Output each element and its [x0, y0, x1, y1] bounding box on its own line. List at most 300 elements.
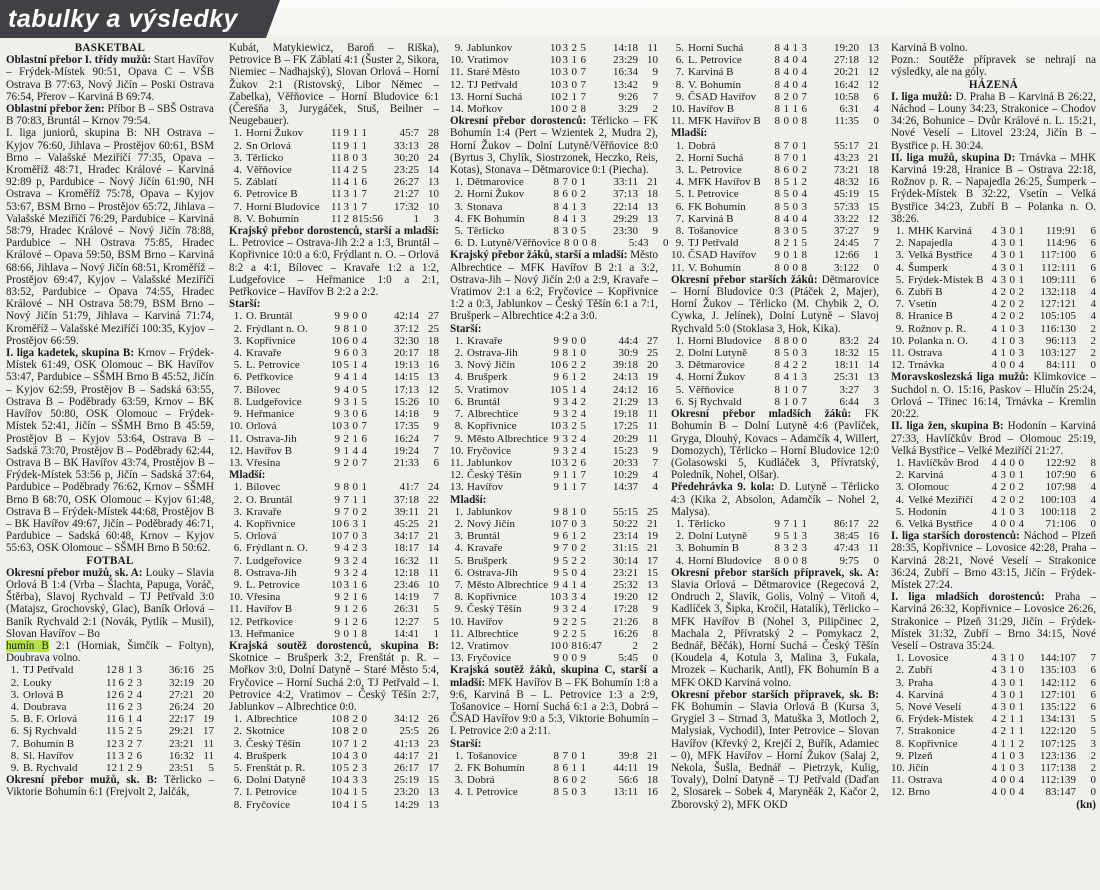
losses-cell: 6 — [361, 432, 367, 445]
played-cell: 4 — [991, 713, 997, 726]
wins-cell: 3 — [562, 395, 568, 408]
losses-cell: 5 — [580, 225, 586, 238]
played-cell: 8 — [774, 371, 780, 384]
score-cell: 127:101 — [1039, 688, 1076, 701]
draws-cell: 4 — [352, 444, 358, 457]
team-cell: Brno — [908, 786, 930, 799]
rank-cell: 1. — [233, 310, 242, 323]
draws-cell: 2 — [127, 761, 133, 774]
wins-cell: 8 — [562, 505, 568, 518]
losses-cell: 6 — [361, 615, 367, 628]
score-cell: 20:33 — [612, 456, 638, 469]
points-cell: 11 — [647, 42, 658, 54]
rank-cell: 5. — [454, 383, 463, 396]
rank-cell: 3. — [454, 359, 463, 372]
team-cell: Brušperk — [467, 554, 508, 567]
rank-cell: 3. — [233, 737, 242, 750]
played-cell: 4 — [991, 456, 997, 469]
rank-cell: 13. — [450, 652, 464, 665]
team-cell: Fryčovice — [467, 444, 511, 457]
results-text: Těrlicko – Viktorie Bohumín 6:1 (Frejvolt 2, Jalčák, — [6, 774, 214, 799]
team-cell: Těrlicko — [688, 517, 726, 530]
points-cell: 13 — [868, 371, 879, 384]
wins-cell: 1 — [1000, 749, 1006, 762]
standings-table — [229, 481, 439, 640]
points-cell: 13 — [647, 395, 658, 408]
score-cell: 16:26 — [612, 627, 638, 640]
table-row — [450, 457, 658, 469]
losses-cell: 3 — [801, 42, 807, 54]
rank-cell: 5. — [675, 383, 684, 396]
draws-cell: 2 — [571, 42, 577, 54]
table-row — [671, 66, 879, 78]
played-cell: 8 — [774, 66, 780, 79]
points-cell: 17 — [203, 725, 214, 738]
played-cell: 4 — [991, 298, 997, 311]
draws-cell: 2 — [571, 432, 577, 445]
draws-cell: 0 — [1009, 505, 1015, 518]
losses-cell: 8 — [801, 249, 807, 262]
rank-cell: 2. — [233, 139, 242, 152]
losses-cell: 4 — [361, 359, 367, 372]
score-cell: 25:19 — [393, 774, 419, 787]
points-cell: 27 — [647, 334, 658, 347]
rank-cell: 11. — [229, 432, 243, 445]
rank-cell: 12. — [450, 469, 464, 482]
team-cell: Vřesina — [246, 456, 281, 469]
played-cell: 10 — [550, 54, 561, 67]
losses-cell: 3 — [361, 151, 367, 164]
wins-cell: 0 — [562, 639, 568, 652]
table-row — [671, 213, 879, 225]
standings-table — [229, 127, 439, 225]
team-cell: Bruntál — [467, 530, 500, 543]
played-cell: 11 — [331, 200, 342, 213]
table-row — [229, 396, 439, 408]
table-row — [671, 518, 879, 530]
wins-cell: 3 — [783, 225, 789, 238]
played-cell: 9 — [334, 322, 340, 335]
team-cell: Horní Suchá — [467, 90, 523, 103]
draws-cell: 0 — [352, 334, 358, 347]
table-row — [450, 579, 658, 591]
played-cell: 9 — [334, 542, 340, 555]
wins-cell: 0 — [783, 249, 789, 262]
losses-cell: 5 — [580, 420, 586, 433]
table-row — [229, 384, 439, 396]
score-cell: 84:111 — [1046, 359, 1076, 372]
losses-cell: 3 — [801, 200, 807, 213]
wins-cell: 6 — [562, 359, 568, 372]
score-cell: 127:121 — [1039, 298, 1076, 311]
losses-cell: 3 — [580, 200, 586, 213]
rank-cell: 6. — [895, 286, 904, 299]
played-cell: 4 — [991, 261, 997, 274]
team-cell: Frýdlant n. O. — [246, 542, 308, 555]
played-cell: 11 — [106, 676, 117, 689]
rank-cell: 4. — [675, 371, 684, 384]
results-text: Start Havířov – Frýdek-Místek 90:51, Opava C – VŠB Ostrava B 77:63, Nový Jičín – Poski Ostrava 76:54, Přerov – Karviná B 69:74. — [6, 54, 214, 103]
rank-cell: 6. — [10, 725, 19, 738]
score-cell: 37:18 — [393, 493, 419, 506]
results-paragraph — [6, 774, 214, 798]
results-text: I. liga juniorů, skupina B: NH Ostrava – Kyjov 76:60, Jihlava – Prostějov 60:61, BSM Brno – Valašské Meziříčí 77:35, Opava – Kroměříž 48:71, Hradec Králové – Karviná 92:89 p, Pardubice – Nový Jičín 61:90, NH Ostrava – Kroměříž 75:78, Opava – Kyjov 53:67, BSM Brno – Prostějov 65:72, Jihlava – Valašské Meziříčí 76:29, Pardubice – Karviná 58:79, Hradec Králové – Nový Jičín 78:88, Pardubice – NH Ostrava 75:85, Hradec Králové – Opava 59:50, BSM Brno – Karviná 68:66, Jihlava – Nový Jičín 68:51, Kroměříž – Prostějov 69:47, Kyjov – Valašské Meziříčí 83:52, Pardubice – Opava 74:55, Hradec Králové – NH Ostrava 58:79, BSM Brno – Nový Jičín 51:79, Jihlava – Karviná 71:74, Kroměříž – Valašské Meziříčí 100:35, Kyjov – Prostějov 66:59. — [6, 127, 214, 347]
results-text: Karviná B volno. — [891, 42, 968, 54]
points-cell: 15 — [868, 347, 879, 360]
points-cell: 18 — [868, 164, 879, 177]
wins-cell: 3 — [562, 78, 568, 91]
table-row — [450, 786, 658, 798]
score-cell: 10:29 — [612, 469, 638, 482]
team-cell: TJ Petřvald — [467, 78, 518, 91]
team-cell: Plzeň — [908, 749, 933, 762]
rank-cell: 5. — [233, 359, 242, 372]
played-cell: 10 — [331, 761, 342, 774]
wins-cell: 3 — [1000, 261, 1006, 274]
played-cell: 4 — [991, 334, 997, 347]
rank-cell: 3. — [233, 151, 242, 164]
team-cell: Horní Suchá — [688, 151, 744, 164]
losses-cell: 6 — [580, 456, 586, 469]
score-cell: 23:51 — [168, 761, 194, 774]
table-row — [891, 359, 1096, 371]
draws-cell: 2 — [571, 408, 577, 421]
score-cell: 5:45 — [618, 652, 638, 665]
table-row — [671, 262, 879, 274]
table-row — [891, 323, 1096, 335]
points-cell: 25 — [428, 322, 439, 335]
draws-cell: 1 — [792, 237, 798, 250]
losses-cell: 4 — [361, 334, 367, 347]
points-cell: 8 — [652, 615, 658, 628]
team-cell: Velké Meziříčí — [908, 493, 974, 506]
wins-cell: 5 — [343, 761, 349, 774]
rank-cell: 4. — [454, 786, 463, 799]
losses-cell: 1 — [361, 139, 367, 152]
score-cell: 3:122 — [833, 261, 859, 274]
standings-table — [671, 42, 879, 127]
losses-cell: 2 — [580, 530, 586, 543]
played-cell: 10 — [331, 530, 342, 543]
wins-cell: 0 — [783, 554, 789, 567]
losses-cell: 3 — [580, 212, 586, 225]
wins-cell: 1 — [783, 103, 789, 116]
draws-cell: 3 — [352, 774, 358, 787]
losses-cell: 1 — [1018, 700, 1024, 713]
draws-cell: 0 — [1009, 786, 1015, 799]
points-cell: 13 — [428, 371, 439, 384]
losses-cell: 3 — [136, 700, 142, 713]
table-row — [891, 677, 1096, 689]
losses-cell: 7 — [361, 420, 367, 433]
results-paragraph — [229, 469, 439, 481]
points-cell: 11 — [203, 749, 214, 762]
wins-cell: 6 — [118, 700, 124, 713]
rank-cell: 12. — [891, 359, 905, 372]
wins-cell: 4 — [343, 164, 349, 177]
played-cell: 11 — [331, 212, 342, 225]
losses-cell: 1 — [1018, 676, 1024, 689]
played-cell: 4 — [991, 676, 997, 689]
rank-cell: 9. — [233, 408, 242, 421]
played-cell: 10 — [331, 713, 342, 726]
results-paragraph — [671, 567, 879, 689]
points-cell: 6 — [873, 90, 879, 103]
score-cell: 47:43 — [833, 542, 859, 555]
losses-cell: 2 — [801, 176, 807, 189]
played-cell: 12 — [106, 761, 117, 774]
points-cell: 9 — [652, 603, 658, 616]
team-cell: Trnávka — [908, 359, 945, 372]
points-cell: 13 — [868, 42, 879, 54]
draws-cell: 2 — [571, 103, 577, 116]
wins-cell: 1 — [783, 395, 789, 408]
team-cell: Olomouc — [908, 481, 949, 494]
draws-cell: 0 — [352, 383, 358, 396]
wins-cell: 3 — [343, 408, 349, 421]
team-cell: Albrechtice — [467, 408, 519, 421]
wins-cell: 0 — [1000, 774, 1006, 787]
score-cell: 26:31 — [393, 603, 419, 616]
played-cell: 4 — [991, 225, 997, 238]
losses-cell: 3 — [361, 347, 367, 360]
played-cell: 4 — [991, 725, 997, 738]
losses-cell: 3 — [136, 676, 142, 689]
played-cell: 8 — [774, 164, 780, 177]
wins-cell: 5 — [562, 786, 568, 799]
played-cell: 9 — [334, 615, 340, 628]
score-cell: 37:27 — [833, 225, 859, 238]
wins-cell: 8 — [343, 322, 349, 335]
rank-cell: 9. — [895, 322, 904, 335]
score-cell: 100:118 — [1040, 505, 1076, 518]
draws-cell: 0 — [1009, 749, 1015, 762]
team-cell: Havířov — [467, 481, 504, 494]
wins-cell: 3 — [343, 395, 349, 408]
losses-cell: 2 — [1018, 493, 1024, 506]
points-cell: 16 — [868, 176, 879, 189]
wins-cell: 2 — [343, 432, 349, 445]
results-paragraph — [6, 567, 214, 640]
played-cell: 9 — [553, 444, 559, 457]
rank-cell: 3. — [454, 774, 463, 787]
points-cell: 21 — [868, 151, 879, 164]
score-cell: 14:15 — [393, 371, 419, 384]
wins-cell: 7 — [783, 151, 789, 164]
table-row — [671, 396, 879, 408]
rank-cell: 8. — [895, 310, 904, 323]
rank-cell: 9. — [675, 90, 684, 103]
played-cell: 4 — [991, 774, 997, 787]
standings-table — [671, 140, 879, 274]
points-cell: 2 — [1090, 761, 1096, 774]
competition-name: Předehrávka 9. kola: — [671, 481, 775, 494]
rank-cell: 12. — [229, 444, 243, 457]
points-cell: 3 — [873, 383, 879, 396]
team-cell: Ostrava-Jih — [467, 347, 518, 360]
team-cell: MFK Havířov B — [688, 176, 761, 189]
score-cell: 122:92 — [1045, 456, 1076, 469]
results-text: 2:1 (Horniak, Šimčík – Foltyn), Doubrava volno. — [6, 639, 214, 665]
points-cell: 17 — [428, 761, 439, 774]
rank-cell: 5. — [454, 554, 463, 567]
wins-cell: 3 — [1000, 469, 1006, 482]
points-cell: 25 — [647, 505, 658, 518]
score-cell: 23:14 — [612, 530, 638, 543]
played-cell: 8 — [774, 225, 780, 238]
played-cell: 8 — [553, 176, 559, 189]
wins-cell: 3 — [562, 225, 568, 238]
losses-cell: 4 — [801, 188, 807, 201]
results-text: Hodonín – Karviná 27:33, Havlíčkův Brod – Olomouc 25:19, Velká Bystřice – Velké Meziříčí 21:27. — [891, 420, 1096, 457]
column-4 — [671, 42, 879, 888]
draws-cell: 1 — [571, 761, 577, 774]
team-cell: Těrlicko — [246, 151, 284, 164]
draws-cell: 2 — [571, 420, 577, 433]
wins-cell: 4 — [343, 176, 349, 189]
points-cell: 20 — [203, 700, 214, 713]
wins-cell: 3 — [118, 749, 124, 762]
table-row — [229, 213, 439, 225]
score-cell: 24:45 — [833, 237, 859, 250]
score-cell: 10:58 — [833, 90, 859, 103]
wins-cell: 3 — [783, 542, 789, 555]
table-row — [671, 335, 879, 347]
wins-cell: 8 — [562, 347, 568, 360]
played-cell: 4 — [991, 761, 997, 774]
draws-cell: 2 — [352, 725, 358, 738]
rank-cell: 2. — [454, 347, 463, 360]
results-paragraph — [891, 42, 1096, 54]
draws-cell: 1 — [1009, 713, 1015, 726]
score-cell: 26:24 — [168, 700, 194, 713]
team-cell: V. Bohumín — [688, 78, 741, 91]
table-row — [229, 494, 439, 506]
played-cell: 10 — [550, 456, 561, 469]
team-cell: Ostrava — [908, 347, 943, 360]
rank-cell: 13. — [450, 90, 464, 103]
competition-name: II. liga žen, skupina B: — [891, 420, 1004, 433]
results-text: FK Bohumín – Slavia Orlová B (Kursa 3, Grygiel 3 – Strnad 3, Matuška 3, Motloch 2, Malysiak, Vychodil), Inter Petrovice – Slovan Havířov (Křevký 2, Krejčí 2, Buřík, Adamiec – 0), MFK Havířov – Horní Žukov (Salaj 2, Nekola, Šušla, Bednář – Pietrzyk, Kulig, Tovaly), Dolní Datyně – TJ Petřvald (Daďan 2, Slosarek – Sobek 4, Maryněák 2, Kačor 2, Zborovský 2), MFK OKD — [671, 700, 879, 811]
score-cell: 23:46 — [393, 578, 419, 591]
team-cell: Kopřivnice — [467, 591, 517, 604]
points-cell: 9 — [433, 408, 439, 421]
team-cell: Věřňovice — [246, 164, 292, 177]
points-cell: 24 — [428, 481, 439, 494]
losses-cell: 1 — [361, 493, 367, 506]
score-cell: 45:25 — [393, 517, 419, 530]
losses-cell: 1 — [580, 176, 586, 189]
points-cell: 0 — [1090, 517, 1096, 530]
team-cell: Napajedla — [908, 237, 953, 250]
team-cell: Ostrava-Jih — [246, 566, 297, 579]
rank-cell: 10. — [891, 334, 905, 347]
draws-cell: 1 — [792, 103, 798, 116]
played-cell: 10 — [331, 737, 342, 750]
team-cell: Rožnov p. R. — [908, 322, 967, 335]
wins-cell: 4 — [783, 371, 789, 384]
standings-table — [450, 42, 658, 115]
team-cell: Hodonín — [908, 505, 947, 518]
team-cell: Jablunkov — [467, 505, 513, 518]
score-cell: 27:18 — [833, 54, 859, 67]
losses-cell: 7 — [580, 481, 586, 494]
wins-cell: 0 — [343, 627, 349, 640]
score-cell: 117:138 — [1040, 761, 1076, 774]
team-cell: FK Bohumín — [688, 200, 746, 213]
draws-cell: 2 — [571, 554, 577, 567]
played-cell: 10 — [550, 591, 561, 604]
wins-cell: 4 — [562, 200, 568, 213]
losses-cell: 7 — [580, 90, 586, 103]
score-cell: 18:11 — [834, 359, 859, 372]
rank-cell: 2. — [233, 493, 242, 506]
table-row — [450, 79, 658, 91]
points-cell: 22 — [868, 517, 879, 530]
points-cell: 21 — [647, 517, 658, 530]
points-cell: 10 — [428, 188, 439, 201]
table-row — [229, 359, 439, 371]
table-row — [891, 786, 1096, 798]
table-row — [229, 445, 439, 457]
score-cell: 29:29 — [612, 212, 638, 225]
score-cell: 38:45 — [833, 530, 859, 543]
played-cell: 9 — [334, 395, 340, 408]
points-cell: 21 — [647, 749, 658, 762]
team-cell: Frenštát p. R. — [246, 761, 306, 774]
draws-cell: 1 — [571, 90, 577, 103]
team-cell: Nový Jičín — [467, 517, 515, 530]
rank-cell: 1. — [233, 481, 242, 494]
draws-cell: 0 — [792, 78, 798, 91]
points-cell: 2 — [652, 639, 658, 652]
results-paragraph — [891, 371, 1096, 420]
rank-cell: 10. — [450, 54, 464, 67]
score-cell: 73:21 — [833, 164, 859, 177]
rank-cell: 12. — [450, 639, 464, 652]
competition-name: Okresní přebor starších přípravek, sk. B: — [671, 688, 879, 701]
rank-cell: 4. — [895, 688, 904, 701]
draws-cell: 2 — [571, 359, 577, 372]
points-cell: 3 — [873, 395, 879, 408]
points-cell: 10 — [428, 395, 439, 408]
competition-name: Krajský přebor žáků, starší a mladší: — [450, 249, 628, 262]
score-cell: 21:26 — [612, 615, 638, 628]
table-row — [671, 103, 879, 115]
losses-cell: 4 — [801, 54, 807, 67]
losses-cell: 2 — [580, 188, 586, 201]
draws-cell: 0 — [792, 212, 798, 225]
points-cell: 11 — [428, 554, 439, 567]
draws-cell: 2 — [571, 456, 577, 469]
played-cell: 9 — [774, 249, 780, 262]
results-paragraph — [229, 42, 439, 127]
losses-cell: 1 — [580, 761, 586, 774]
results-text: Dětmarovice – Horní Bludovice 0:3 (Ptáček 2, Majer), Horní Žukov – Těrlicko (M. Chybik 2, O. Cywka, J. Jelínek), Dolní Lutyně – Slavoj Rychvald 5:0 (Stoklasa 3, Hok, Kika). — [671, 273, 880, 335]
draws-cell: 0 — [792, 90, 798, 103]
losses-cell: 1 — [361, 517, 367, 530]
rank-cell: 1. — [675, 139, 684, 152]
rank-cell: 6. — [454, 566, 463, 579]
results-paragraph — [450, 323, 658, 335]
column-2 — [229, 42, 439, 888]
score-cell: 2 — [632, 639, 638, 652]
team-cell: Polanka n. O. — [908, 334, 968, 347]
team-cell: Město Albrechtice — [467, 578, 548, 591]
team-cell: Český Těšín — [467, 469, 522, 482]
points-cell: 7 — [1090, 652, 1096, 665]
losses-cell: 3 — [361, 761, 367, 774]
